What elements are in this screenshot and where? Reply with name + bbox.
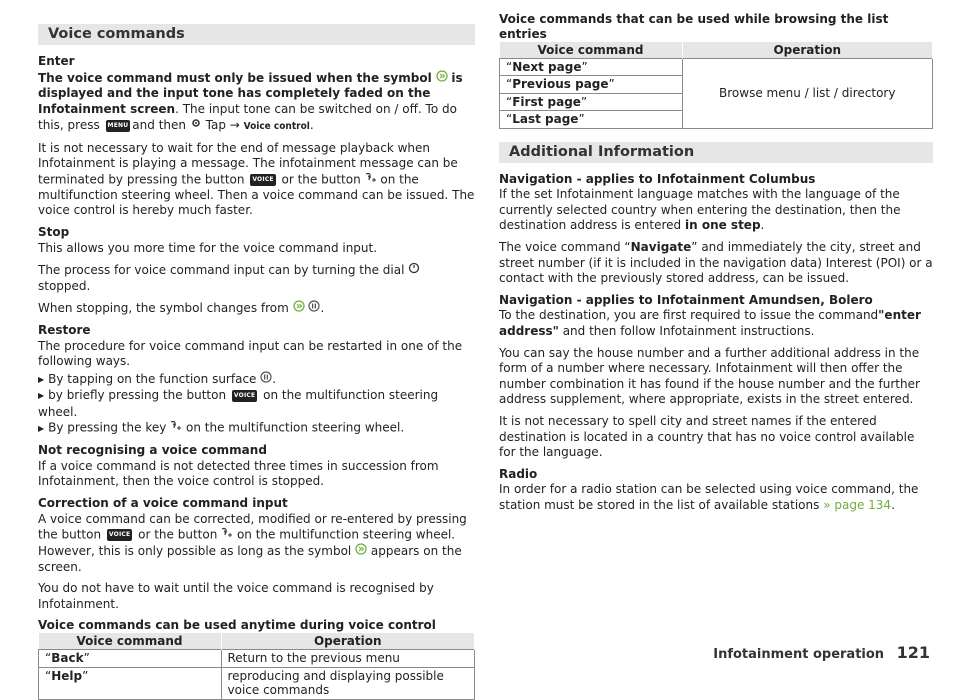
section-heading-additional-information: Additional Information — [499, 142, 933, 163]
correction-title: Correction of a voice command input — [38, 496, 288, 511]
table-row: “Next page” Browse menu / list / directory — [500, 59, 933, 76]
voice-key-icon: VOICE — [107, 529, 132, 541]
table-header: Operation — [682, 42, 933, 59]
voice-paused-icon — [308, 300, 320, 317]
voice-command-table — [38, 633, 475, 699]
house-number-paragraph: You can say the house number and a further additional address in the form of a number where necessary. Infotainment will then offer the number combination it has found if the house number and the further address supplement, where appropriate, exists in the street entered. — [499, 345, 920, 407]
radio-block: Radio In order for a radio station can be selected using voice command, the station must be stored in the list of available stations » page 134. — [499, 466, 919, 512]
steering-voice-icon — [170, 420, 182, 436]
radio-title: Radio — [499, 466, 538, 481]
voice-active-icon — [436, 70, 448, 87]
nav-amundsen-block: Navigation - applies to Infotainment Amundsen, Bolero To the destination, you are first required to issue the command"enter address" and then follow Infotainment instructions. — [499, 292, 921, 338]
nav-amundsen-title: Navigation - applies to Infotainment Amundsen, Bolero — [499, 292, 873, 307]
page-134-link[interactable]: » page 134 — [823, 497, 892, 512]
enter-block: Enter The voice command must only be issued when the symbol is displayed and the input tone has completely faded on the Infotainment screen. The input tone can be switched on / off. To do this, press MENU and then Tap → Voice control. — [38, 54, 463, 133]
stop-title: Stop — [38, 225, 70, 240]
browse-command-table — [499, 42, 933, 129]
navigate-paragraph: The voice command “Navigate” and immediately the city, street and street number (if it is included in the navigation data) Interest (POI) or a contact with the previously stored address, can be issued. — [499, 240, 933, 286]
section-heading-voice-commands: Voice commands — [38, 24, 475, 45]
menu-key-icon: MENU — [106, 120, 131, 132]
voice-paused-icon — [260, 371, 272, 388]
table-row: “Help” reproducing and displaying possible voice commands — [39, 667, 475, 699]
voice-active-icon — [293, 300, 305, 317]
nav-columbus-title: Navigation - applies to Infotainment Columbus — [499, 171, 816, 186]
table-caption: Voice commands can be used anytime during voice control — [38, 618, 436, 633]
restore-title: Restore — [38, 323, 91, 337]
page-footer — [713, 643, 930, 662]
table-header: Voice command — [39, 633, 222, 650]
enter-title: Enter — [38, 54, 75, 68]
spelling-paragraph: It is not necessary to spell city and street names if the entered destination is located in a country that has no voice control available for the language. — [499, 413, 915, 460]
table-header: Operation — [221, 633, 475, 650]
steering-voice-icon — [365, 172, 377, 188]
browse-operation: Browse menu / list / directory — [682, 59, 933, 129]
stop-dial-paragraph: The process for voice command input can by turning the dial stopped. — [38, 262, 475, 294]
table-row: “Last page” — [500, 111, 933, 128]
voice-control-menu-path: Voice control — [243, 121, 310, 133]
voice-key-icon: VOICE — [250, 174, 275, 186]
right-column — [499, 0, 933, 520]
table-row: “First page” — [500, 93, 933, 110]
list-item: ▶ By pressing the key on the multifunction steering wheel. — [38, 420, 475, 437]
list-item: ▶ by briefly pressing the button VOICE on the multifunction steering wheel. — [38, 388, 475, 420]
settings-gear-icon — [190, 117, 202, 134]
correction-block: Correction of a voice command input A voice command can be corrected, modified or re-entered by pressing the button VOICE or the button on the multifunction steering wheel. However, this is only possible as long as the symbol appears on the screen. — [38, 496, 467, 574]
table-header: Voice command — [500, 42, 683, 59]
table-caption: Voice commands that can be used while browsing the list entries — [499, 12, 889, 41]
steering-voice-icon — [221, 527, 233, 543]
stop-block: Stop This allows you more time for the voice command input. — [38, 225, 378, 255]
footer-section-title: Infotainment operation — [713, 647, 885, 662]
voice-key-icon: VOICE — [232, 390, 257, 402]
table-row: “Previous page” — [500, 76, 933, 93]
restore-list — [38, 371, 475, 437]
not-recognising-title: Not recognising a voice command — [38, 443, 267, 458]
interrupt-paragraph: It is not necessary to wait for the end of message playback when Infotainment is playing a message. The infotainment message can be terminated by pressing the button VOICE or the button on the multifunction steering wheel. Then a voice command can be issued. The voice control is hereby much faster. — [38, 140, 475, 218]
table-row: “Back” Return to the previous menu — [39, 650, 475, 667]
left-column — [38, 0, 475, 700]
list-item: ▶ By tapping on the function surface . — [38, 371, 475, 388]
voice-active-icon — [355, 543, 367, 560]
dial-icon — [408, 262, 420, 279]
page-number: 121 — [896, 643, 930, 662]
stop-symbol-paragraph: When stopping, the symbol changes from . — [38, 301, 325, 316]
nav-columbus-block: Navigation - applies to Infotainment Columbus If the set Infotainment language matches with the language of the currently selected country when entering the destination, then the destination address is entered in one step. — [499, 171, 901, 233]
wait-paragraph: You do not have to wait until the voice command is recognised by Infotainment. — [38, 581, 434, 611]
restore-block: Restore The procedure for voice command input can be restarted in one of the following ways. — [38, 323, 463, 369]
not-recognising-block: Not recognising a voice command If a voice command is not detected three times in succession from Infotainment, then the voice control is stopped. — [38, 443, 439, 489]
